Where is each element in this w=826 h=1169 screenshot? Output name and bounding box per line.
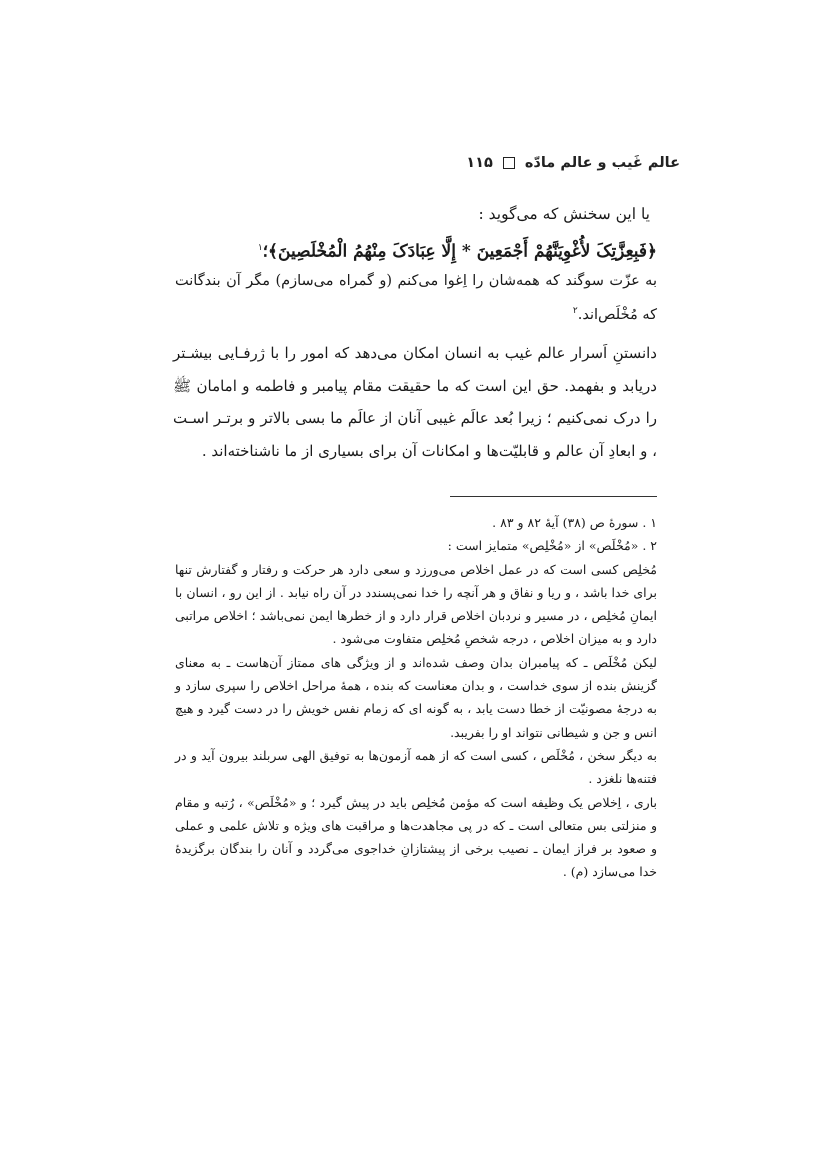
footnote-1: ۱ . سورهٔ ص (۳۸) آیهٔ ۸۲ و ۸۳ . (492, 515, 657, 530)
footnotes (175, 511, 657, 884)
quran-verse (170, 230, 657, 270)
footnote-paragraph: باری ، اِخلاص یک وظیفه است که مؤمن مُخلِص باید در پیش گیرد ؛ و «مُخْلَص» ، رُتبه و مقام و منزلتی بس متعالی است ـ که در پی مجاهدت‌ها و مراقبت های ویژه و تلاش علمی و عملی و صعود بر فراز ایمان ـ نصیب برخی از پیشتازانِ خداجوی می‌گردد و آنان را بندگان برگزیدهٔ خدا می‌سازد (م) . (175, 794, 657, 880)
footnote-2: ۲ . «مُخْلَص» از «مُخْلِص» متمایز است : (447, 538, 657, 554)
page-number: ۱۱۵ (466, 155, 493, 171)
body-paragraph: دانستنِ اَسرار عالم غیب به انسان امکان می‌دهد که امور را با ژرفـایی بیشـتر دریابد و بفهمد. حق این است که ما حقیقت مقام پیامبر و فاطمه و امامان ﷺ را درک نمی‌کنیم ؛ زیرا بُعد عالَم غیبی آنان از عالَم ما بسی بالاتر و برتـر اسـت ، و ابعادِ آن عالم و قابلیّت‌ها و امکانات آن برای بسیاری از ما ناشناخته‌اند . (173, 344, 657, 460)
verse-footnote-ref: ۱ (257, 243, 263, 253)
footnote-divider (450, 496, 657, 497)
verse-translation (175, 266, 657, 330)
running-title: عالم غَیب و عالم مادّه (524, 155, 680, 171)
footnote-paragraph: مُخلِص کسی است که در عمل اخلاص می‌ورزد و سعی دارد هر حرکت و رفتار و گفتارش تنها برای خدا باشد ، و ریا و نفاق و هر آنچه را خدا نمی‌پسندد در آن راه نیابد . از این رو ، انسان با ایمانِ مُخلِص ، در مسیر و نردبان اخلاص قرار دارد و از خطرها ایمن نمی‌باشد ؛ اخلاص مراتبی دارد و به میزان اخلاص ، درجه شخصِ مُخلِص متفاوت می‌شود . (175, 561, 657, 647)
translation-footnote-ref: ۲ (572, 306, 578, 316)
translation-text: به عزّت سوگند که همه‌شان را اِغوا می‌کنم (و گمراه می‌سازم) مگر آن بندگانت که مُخْلَص‌اند. (175, 273, 657, 323)
square-ornament-icon (503, 157, 515, 169)
footnote-paragraph: به دیگر سخن ، مُخْلَص ، کسی است که از همه آزمون‌ها به توفیق الهی سربلند بیرون آید و در فتنه‌ها نلغزد . (175, 747, 657, 787)
running-header (150, 151, 680, 175)
footnote-paragraph: لیکن مُخْلَص ـ که پیامبران بدان وصف شده‌اند و از ویژگی های ممتاز آن‌هاست ـ به معنای گزینش بنده از سوی خداست ، و بدان معناست که بنده ، همهٔ مراحل اخلاص را سپری سازد و به درجهٔ مصونیّت از خطا دست یابد ، به گونه ای که زمام نفس خویش را در دست گیرد و هیچ انس و جن و شیطانی نتواند او را بفریبد. (175, 654, 657, 740)
verse-text: ﴿فَبِعِزَّتِکَ لأُغْوِیَنَّهُمْ أَجْمَعِینَ * إِلَّا عِبَادَکَ مِنْهُمُ الْمُخْلَصِینَ﴾؛ (262, 241, 657, 262)
intro-line: یا این سخنش که می‌گوید : (478, 205, 650, 223)
